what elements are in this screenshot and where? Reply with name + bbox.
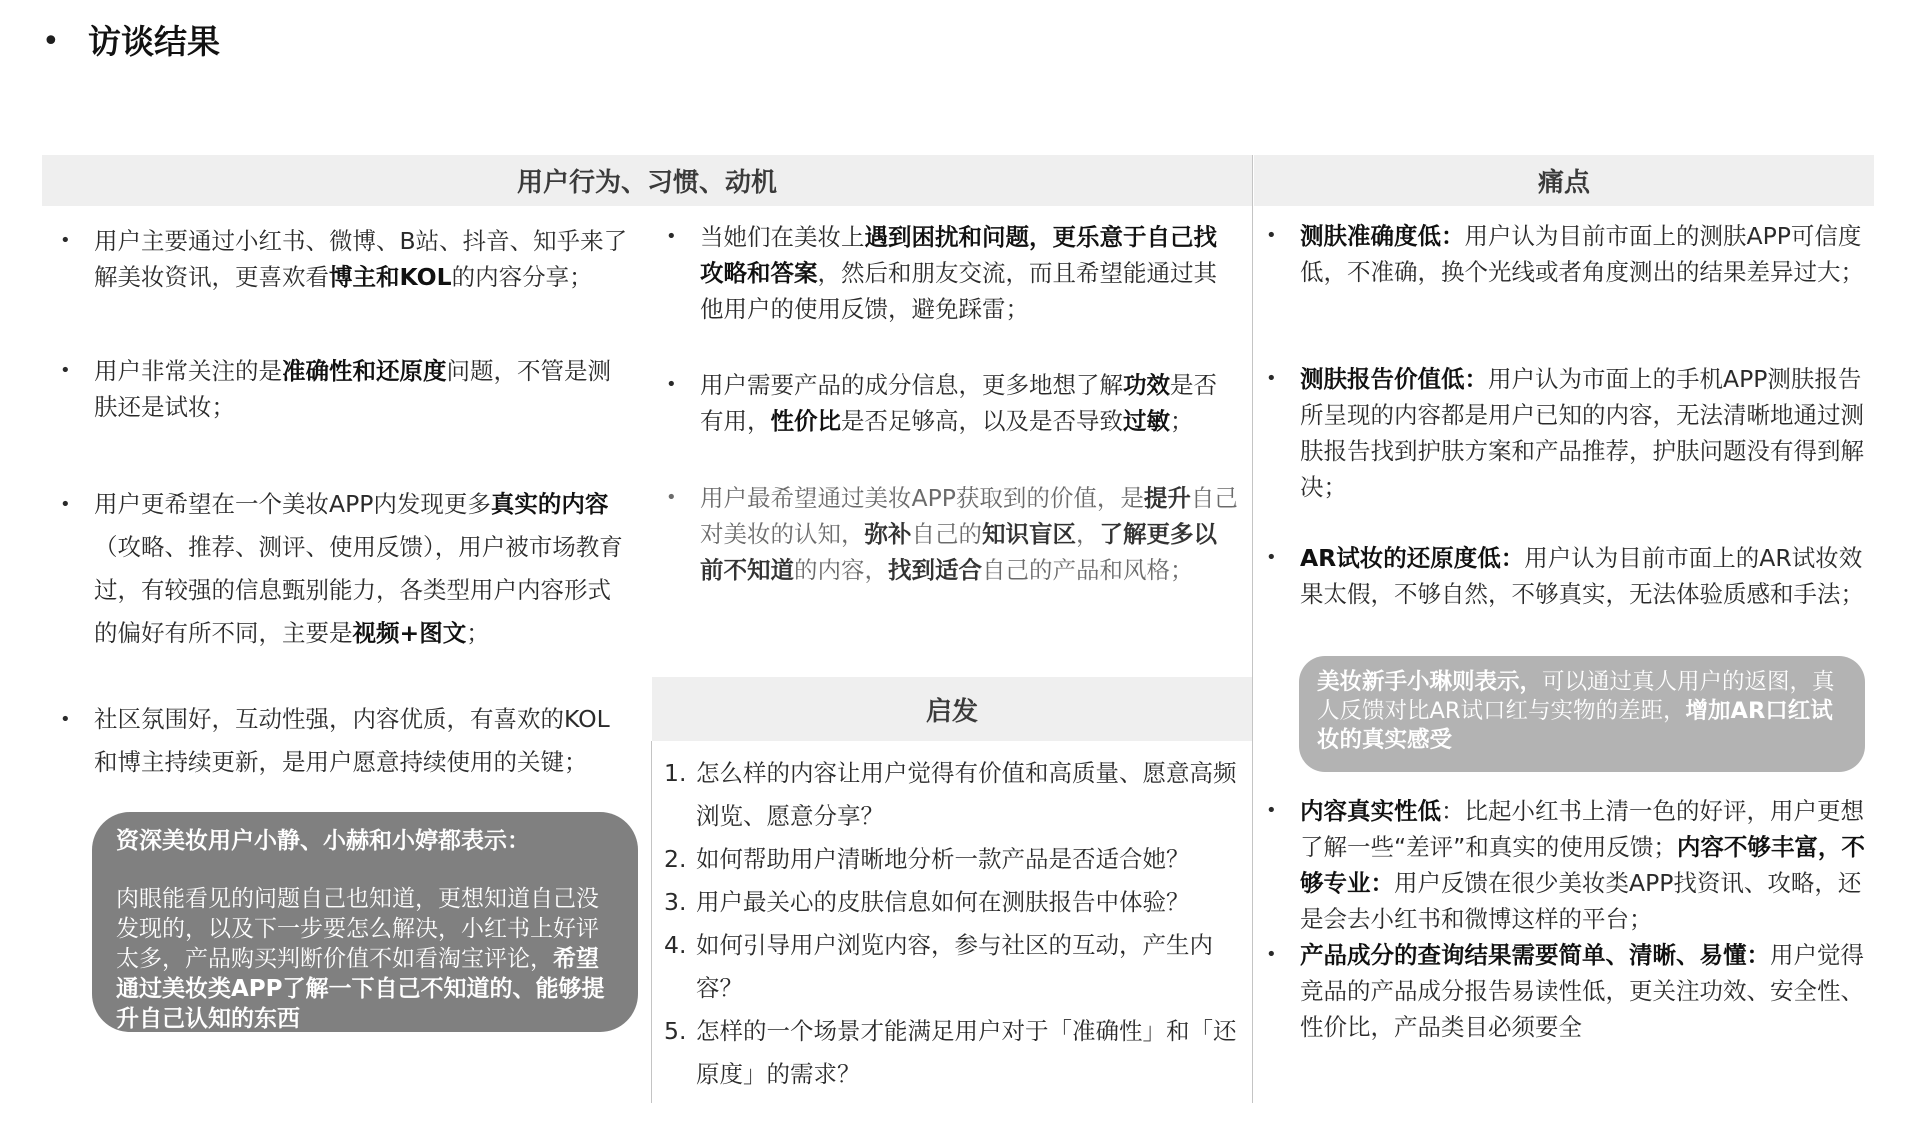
emphasis-text: 遇到困扰和问题，更乐意于自己找攻略和答案 (700, 223, 1217, 287)
plain-text: 当她们在美妆上 (700, 223, 865, 251)
behavior-mid-item-2 (660, 367, 1240, 439)
plain-text: ； (466, 619, 490, 647)
inspire-num: 2. (664, 845, 687, 873)
header-pain: 痛点 (1254, 155, 1874, 206)
behavior-left-item-3 (54, 483, 632, 655)
plain-text: 的内容， (794, 556, 888, 584)
plain-text: 用户非常关注的是 (94, 357, 282, 385)
quote-text: 肉眼能看见的问题自己也知道，更想知道自己没发现的，以及下一步要怎么解决，小红书上好评太多，产品购买判断价值不如看淘宝评论， (116, 886, 599, 972)
plain-text: 用户最希望通过美妆APP获取到的价值，是 (700, 484, 1144, 512)
bullet: • (1266, 944, 1277, 965)
item-text (1300, 361, 1866, 505)
emphasis-text: 内容真实性低 (1300, 797, 1441, 825)
divider-left-inspire (651, 741, 652, 1103)
quote-lead: 美妆新手小琳则表示， (1317, 669, 1543, 695)
behavior-left-item-4 (54, 698, 632, 784)
plain-text: 用户认为目前市面上的测肤APP可信度低，不准确，换个光线或者角度测出的结果差异过大； (1300, 222, 1864, 286)
emphasis-text: 提升 (1143, 484, 1191, 512)
quote-emphasis: 增加AR口红试妆的真实感受 (1317, 698, 1833, 753)
plain-text: 是否足够高，以及是否导致 (841, 407, 1123, 435)
item-text (700, 367, 1240, 439)
bullet: • (1266, 368, 1277, 389)
quote-body (116, 884, 614, 1034)
plain-text: 问题，不管是测肤还是试妆； (94, 357, 611, 421)
quote-text: 可以通过真人用户的返图，真人反馈对比AR试口红与实物的差距， (1317, 669, 1835, 724)
behavior-left-item-1 (54, 223, 632, 295)
plain-text: ， (1076, 520, 1100, 548)
inspire-item-1 (664, 752, 1244, 838)
pain-item-5 (1260, 937, 1866, 1045)
title-bullet: • (42, 24, 60, 59)
plain-text: 用户反馈在很少美妆类APP找资讯、攻略，还是会去小红书和微博这样的平台； (1300, 869, 1862, 933)
item-text (1300, 218, 1866, 290)
pain-item-2 (1260, 361, 1866, 505)
bullet: • (60, 494, 71, 515)
plain-text: 用户更希望在一个美妆APP内发现更多 (94, 490, 491, 518)
emphasis-text: 了解更多以前不知道 (700, 520, 1217, 584)
header-behavior: 用户行为、习惯、动机 (42, 155, 1252, 206)
pain-item-3 (1260, 540, 1866, 612)
bullet: • (60, 709, 71, 730)
emphasis-text: 性价比 (770, 407, 841, 435)
quote-new-user (1299, 656, 1865, 772)
plain-text: 社区氛围好，互动性强，内容优质，有喜欢的KOL和博主持续更新，是用户愿意持续使用的关键； (94, 705, 610, 776)
item-text (94, 483, 632, 655)
behavior-mid-item-3 (660, 480, 1240, 588)
inspire-text: 怎么样的内容让用户觉得有价值和高质量、愿意高频浏览、愿意分享？ (696, 759, 1237, 830)
emphasis-text: 测肤报告价值低： (1300, 365, 1488, 393)
inspire-item-4 (664, 924, 1244, 1010)
behavior-left-item-2 (54, 353, 632, 425)
bullet: • (60, 230, 71, 251)
item-text (94, 698, 632, 784)
bullet: • (666, 226, 677, 247)
emphasis-text: 弥补 (864, 520, 912, 548)
bullet: • (1266, 225, 1277, 246)
plain-text: （攻略、推荐、测评、使用反馈），用户被市场教育过，有较强的信息甄别能力，各类型用户内容形式的偏好有所不同，主要是 (94, 533, 623, 647)
bullet: • (666, 374, 677, 395)
emphasis-text: 视频+图文 (352, 619, 467, 647)
plain-text: 用户需要产品的成分信息，更多地想了解 (700, 371, 1123, 399)
emphasis-text: 产品成分的查询结果需要简单、清晰、易懂： (1300, 941, 1770, 969)
behavior-mid-item-1 (660, 219, 1240, 327)
inspire-text: 如何帮助用户清晰地分析一款产品是否适合她？ (696, 845, 1190, 873)
plain-text: 是否有用， (700, 371, 1217, 435)
item-text (94, 223, 632, 295)
bullet: • (1266, 547, 1277, 568)
emphasis-text: 准确性和还原度 (282, 357, 447, 385)
emphasis-text: 测肤准确度低： (1300, 222, 1465, 250)
emphasis-text: 真实的内容 (490, 490, 609, 518)
bullet: • (60, 360, 71, 381)
pain-item-1 (1260, 218, 1866, 290)
item-text (1300, 793, 1866, 937)
plain-text: 用户主要通过小红书、微博、B站、抖音、知乎来了解美妆资讯，更喜欢看 (94, 227, 628, 291)
emphasis-text: 功效 (1123, 371, 1170, 399)
item-text (700, 480, 1240, 588)
emphasis-text: 博主和KOL (329, 263, 452, 291)
plain-text: 的内容分享； (451, 263, 593, 291)
inspire-list (664, 752, 1244, 1096)
inspire-item-2 (664, 838, 1244, 881)
inspire-num: 4. (664, 931, 687, 959)
item-text (1300, 540, 1866, 612)
plain-text: 用户觉得竞品的产品成分报告易读性低，更关注功效、安全性、性价比，产品类目必须要全 (1300, 941, 1864, 1041)
plain-text: 用户认为目前市面上的AR试妆效果太假，不够自然，不够真实，无法体验质感和手法； (1300, 544, 1864, 608)
plain-text: ，然后和朋友交流，而且希望能通过其他用户的使用反馈，避免踩雷； (700, 259, 1217, 323)
emphasis-text: 知识盲区 (982, 520, 1076, 548)
inspire-num: 1. (664, 759, 687, 787)
emphasis-text: 找到适合 (888, 556, 982, 584)
plain-text: 自己对美妆的认知， (700, 484, 1238, 548)
item-text (700, 219, 1240, 327)
plain-text: 自己的 (911, 520, 982, 548)
plain-text: 自己的产品和风格； (982, 556, 1194, 584)
inspire-item-5 (664, 1010, 1244, 1096)
item-text (1300, 937, 1866, 1045)
emphasis-text: 内容不够丰富，不够专业： (1300, 833, 1865, 897)
divider-behavior-pain (1252, 155, 1253, 1103)
inspire-text: 用户最关心的皮肤信息如何在测肤报告中体验？ (696, 888, 1190, 916)
bullet: • (666, 487, 677, 508)
bullet: • (1266, 800, 1277, 821)
inspire-text: 怎样的一个场景才能满足用户对于「准确性」和「还原度」的需求？ (696, 1017, 1237, 1088)
emphasis-text: 过敏 (1123, 407, 1170, 435)
pain-item-4 (1260, 793, 1866, 937)
inspire-text: 如何引导用户浏览内容，参与社区的互动，产生内容？ (696, 931, 1213, 1002)
plain-text: ； (1170, 407, 1194, 435)
quote-emphasis: 希望通过美妆类APP了解一下自己不知道的、能够提升自己认知的东西 (116, 946, 605, 1032)
quote-senior-users (92, 812, 638, 1032)
emphasis-text: AR试妆的还原度低： (1300, 544, 1525, 572)
plain-text: ：比起小红书上清一色的好评，用户更想了解一些“差评”和真实的使用反馈； (1300, 797, 1864, 861)
inspire-num: 5. (664, 1017, 687, 1045)
quote-heading: 资深美妆用户小静、小赫和小婷都表示： (116, 828, 530, 854)
page-title: 访谈结果 (88, 22, 220, 61)
inspire-item-3 (664, 881, 1244, 924)
plain-text: 用户认为市面上的手机APP测肤报告所呈现的内容都是用户已知的内容，无法清晰地通过测肤报告找到护肤方案和产品推荐，护肤问题没有得到解决； (1300, 365, 1864, 501)
item-text (94, 353, 632, 425)
inspire-num: 3. (664, 888, 687, 916)
header-inspire: 启发 (652, 677, 1252, 741)
